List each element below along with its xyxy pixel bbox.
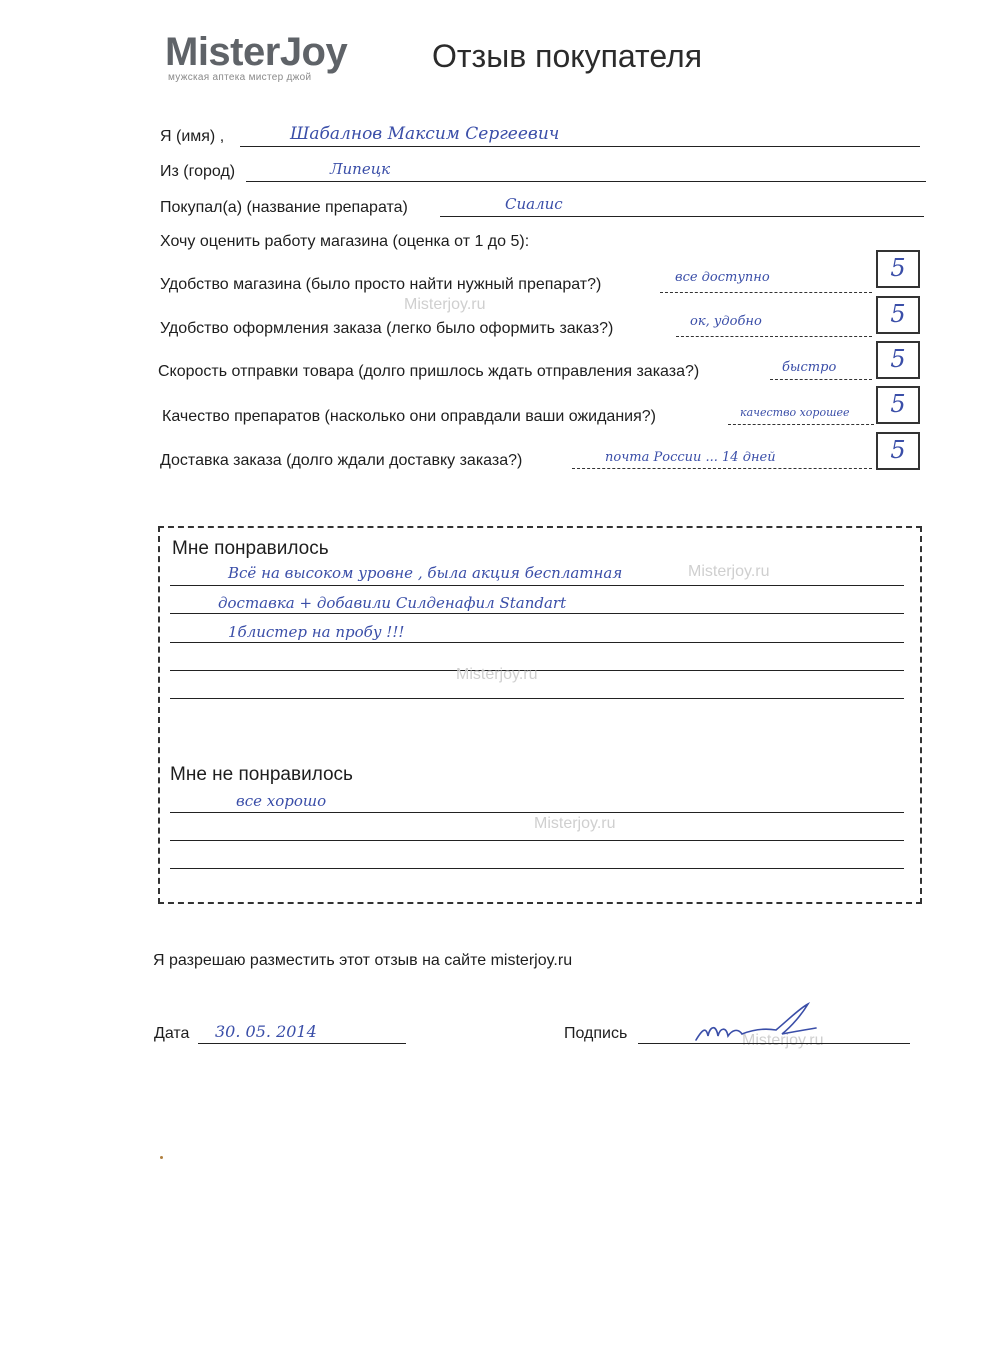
watermark: Misterjoy.ru	[456, 666, 538, 683]
speck	[160, 1156, 163, 1159]
rating-dash-line	[660, 292, 872, 293]
rating-comment: почта России ... 14 дней	[605, 450, 776, 465]
city-label: Из (город)	[160, 163, 236, 180]
product-label: Покупал(а) (название препарата)	[160, 199, 408, 216]
rating-label: Удобство магазина (было просто найти нужный препарат?)	[160, 276, 602, 293]
brand-tagline: мужская аптека мистер джой	[168, 72, 312, 83]
date-label: Дата	[154, 1025, 190, 1042]
watermark: Misterjoy.ru	[404, 296, 486, 313]
rating-label: Удобство оформления заказа (легко было оформить заказ?)	[160, 320, 614, 337]
rating-score: 5	[890, 436, 906, 464]
liked-text: Всё на высоком уровне , была акция бесплатная	[228, 564, 623, 582]
name-label: Я (имя) ,	[160, 128, 225, 145]
rating-score: 5	[890, 345, 906, 373]
liked-text: 1блистер на пробу !!!	[228, 623, 405, 641]
date-value: 30. 05. 2014	[215, 1022, 317, 1041]
rating-score: 5	[890, 300, 906, 328]
rating-comment: все доступно	[675, 270, 770, 285]
name-value: Шабалнов Максим Сергеевич	[290, 124, 560, 144]
name-line	[240, 146, 920, 147]
watermark: Misterjoy.ru	[688, 563, 770, 580]
disliked-heading: Мне не понравилось	[170, 764, 353, 785]
rating-score: 5	[890, 390, 906, 418]
liked-line	[170, 585, 904, 586]
signature-icon	[692, 1000, 832, 1050]
rating-score: 5	[890, 254, 906, 282]
consent-text: Я разрешаю разместить этот отзыв на сайте misterjoy.ru	[153, 952, 573, 969]
rating-dash-line	[572, 468, 872, 469]
rating-dash-line	[770, 379, 872, 380]
date-line	[198, 1043, 406, 1044]
disliked-text: все хорошо	[236, 792, 327, 810]
liked-line	[170, 613, 904, 614]
page-title: Отзыв покупателя	[432, 38, 703, 74]
rating-dash-line	[728, 424, 874, 425]
brand-logo: MisterJoy	[165, 30, 348, 74]
rating-comment: ок, удобно	[690, 314, 762, 329]
watermark: Misterjoy.ru	[534, 815, 616, 832]
liked-line	[170, 642, 904, 643]
signature-label: Подпись	[564, 1025, 628, 1042]
rating-intro: Хочу оценить работу магазина (оценка от 1 до 5):	[160, 233, 530, 250]
rating-dash-line	[676, 336, 872, 337]
rating-label: Качество препаратов (насколько они оправдали ваши ожидания?)	[162, 408, 656, 425]
liked-text: доставка + добавили Силденафил Standart	[218, 594, 567, 612]
disliked-line	[170, 812, 904, 813]
disliked-line	[170, 840, 904, 841]
liked-line	[170, 698, 904, 699]
city-line	[246, 181, 926, 182]
product-line	[440, 216, 924, 217]
rating-comment: быстро	[782, 360, 837, 375]
watermark: Misterjoy.ru	[742, 1032, 824, 1049]
city-value: Липецк	[330, 160, 391, 178]
product-value: Сиалис	[505, 195, 563, 213]
rating-label: Доставка заказа (долго ждали доставку заказа?)	[160, 452, 523, 469]
disliked-line	[170, 868, 904, 869]
rating-label: Скорость отправки товара (долго пришлось ждать отправления заказа?)	[158, 363, 700, 380]
rating-comment: качество хорошее	[740, 406, 850, 419]
feedback-box	[158, 526, 922, 904]
liked-heading: Мне понравилось	[172, 538, 329, 559]
